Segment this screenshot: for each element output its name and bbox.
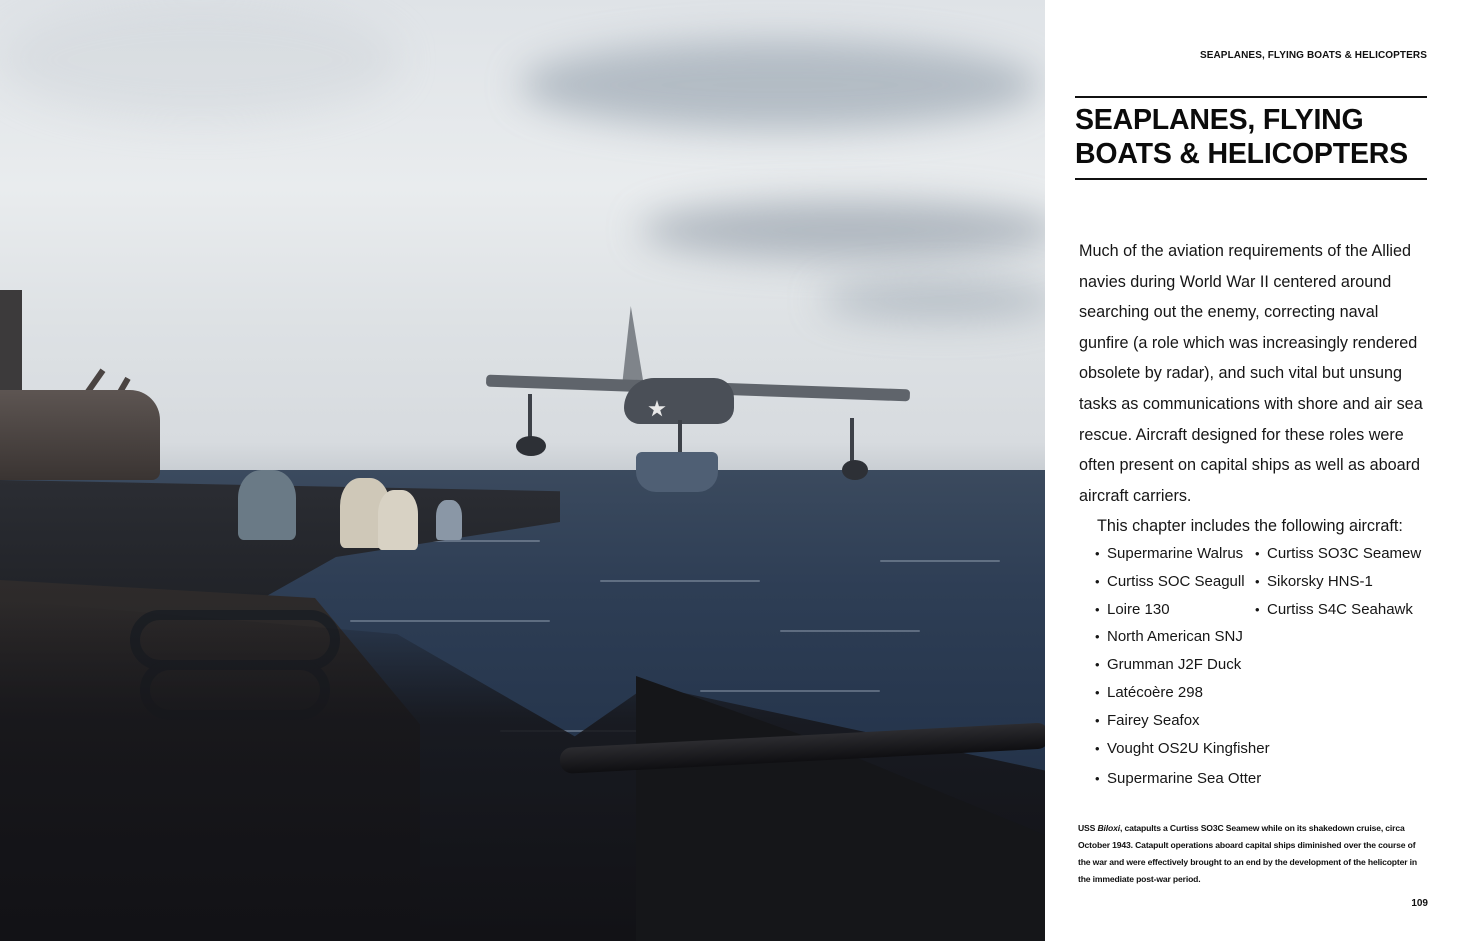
sailor: [378, 490, 418, 550]
bullet-icon: •: [1095, 546, 1100, 561]
intro-paragraph: Much of the aviation requirements of the Allied navies during World War II centered around searching out the enemy, correcting naval gunfire (a role which was increasingly rendered obsolete by radar), and such vital but unsung tasks as communications with shore and air sea rescue. Aircraft designed for these roles were often present on capital ships as well as aboard aircraft carriers.: [1079, 242, 1423, 505]
aircraft-list-item: • Curtiss SOC Seagull: [1095, 568, 1270, 596]
ship-name: Biloxi: [1097, 823, 1120, 833]
bullet-icon: •: [1095, 712, 1100, 728]
bullet-icon: •: [1095, 629, 1100, 645]
chapter-title-line2: BOATS & HELICOPTERS: [1075, 138, 1408, 170]
seaplane: [486, 300, 910, 500]
sailor: [436, 500, 462, 540]
photo-caption: USS Biloxi, catapults a Curtiss SO3C Seamew while on its shakedown cruise, circa October 1943. Catapult operations aboard capital ships diminished over the course of the war and were effectively brought to an end by the development of the helicopter in the immediate post-war period.: [1078, 823, 1418, 884]
ship-superstructure: [0, 290, 22, 400]
aircraft-list-item: • Fairey Seafox: [1095, 707, 1270, 735]
aircraft-list-item: • Supermarine Walrus: [1095, 540, 1270, 568]
aircraft-list-item: • Supermarine Sea Otter: [1095, 765, 1270, 793]
cloud: [520, 40, 1040, 130]
cloud: [0, 0, 400, 120]
aircraft-list-item: • Grumman J2F Duck: [1095, 651, 1270, 679]
bullet-icon: •: [1255, 546, 1260, 561]
gun-turret: [0, 390, 160, 480]
bullet-icon: •: [1095, 573, 1100, 589]
bullet-icon: •: [1095, 740, 1100, 756]
aircraft-list-item: • Vought OS2U Kingfisher: [1095, 735, 1270, 763]
sailor: [238, 470, 296, 540]
bullet-icon: •: [1255, 601, 1260, 617]
aircraft-list-column-2: [1255, 540, 1421, 623]
title-rule-bottom: [1075, 178, 1427, 180]
aircraft-list-item: • Sikorsky HNS-1: [1255, 568, 1421, 596]
aircraft-list-item: • Curtiss S4C Seahawk: [1255, 596, 1421, 624]
bullet-icon: •: [1095, 684, 1100, 700]
aircraft-list-item: • Loire 130: [1095, 596, 1270, 624]
aircraft-list-column-1: [1095, 540, 1270, 793]
chapter-title: [1075, 103, 1435, 171]
bullet-icon: •: [1095, 771, 1100, 787]
aircraft-list-item: • Curtiss SO3C Seamew: [1255, 540, 1421, 568]
bullet-icon: •: [1255, 573, 1260, 589]
title-rule-top: [1075, 96, 1427, 98]
page-number: 109: [1411, 898, 1428, 909]
aircraft-list-item: • Latécoère 298: [1095, 679, 1270, 707]
chapter-title-line1: SEAPLANES, FLYING: [1075, 104, 1364, 136]
running-head: SEAPLANES, FLYING BOATS & HELICOPTERS: [1199, 50, 1427, 61]
aircraft-list-heading: This chapter includes the following aircraft:: [1097, 517, 1403, 535]
cloud: [640, 200, 1045, 260]
text-page: [1045, 0, 1484, 941]
aircraft-list-item: • North American SNJ: [1095, 623, 1270, 651]
bullet-icon: •: [1095, 601, 1100, 617]
bullet-icon: •: [1095, 657, 1100, 673]
